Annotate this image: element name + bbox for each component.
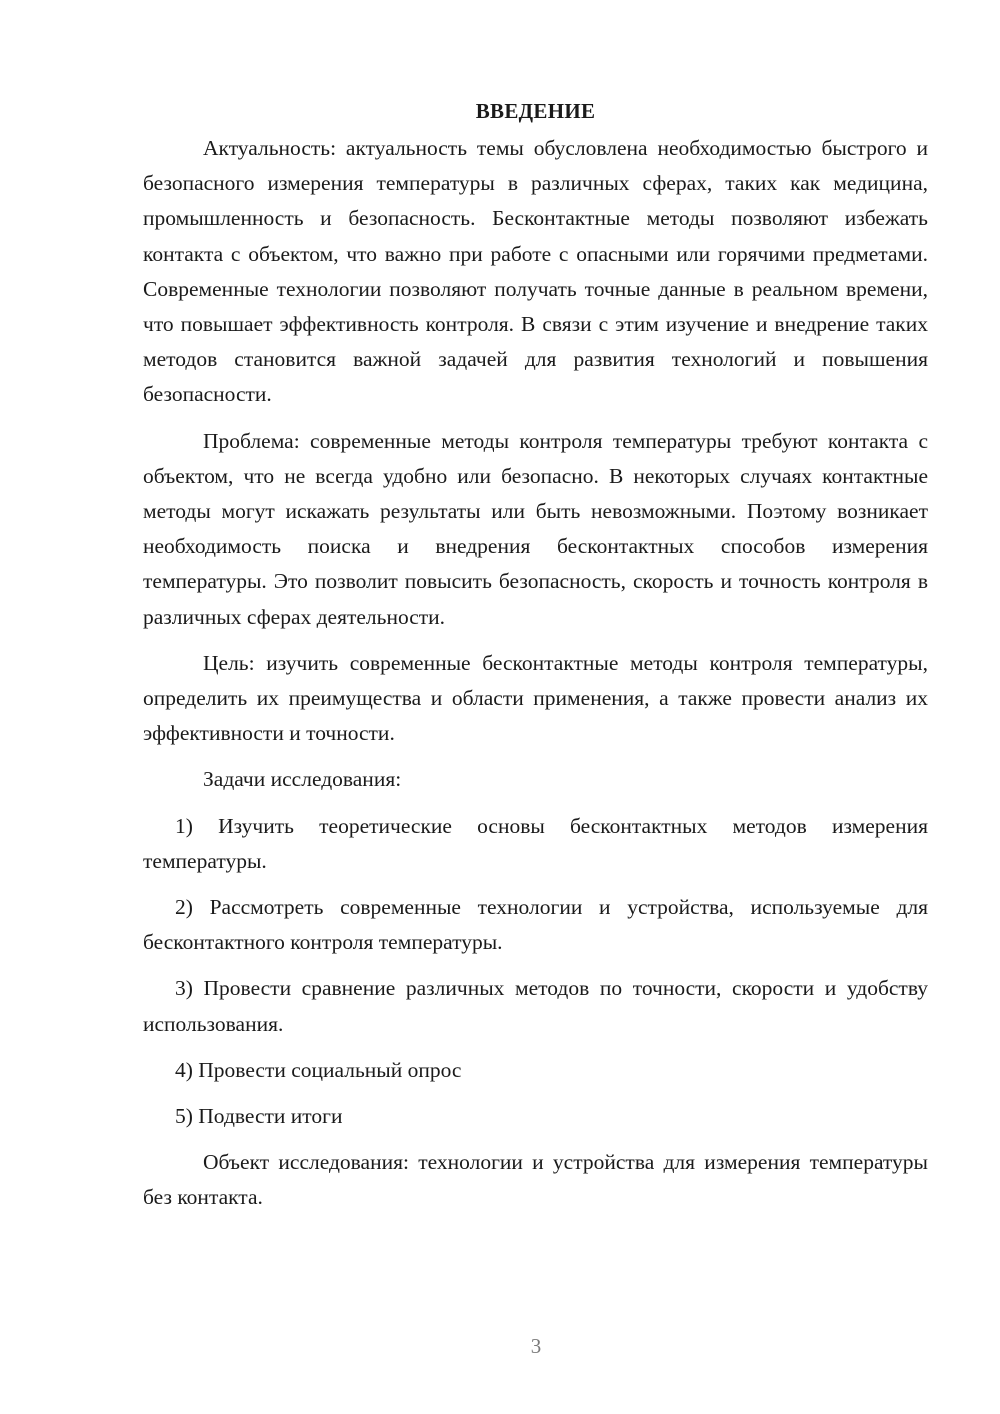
task-item-5: 5) Подвести итоги — [175, 1104, 343, 1129]
paragraph-problem: Проблема: современные методы контроля температуры требуют контакта с объектом, что не всегда удобно или безопасно. В некоторых случаях контактные методы могут искажать результаты или быть невозможными. Поэтому возникает необходимость поиска и внедрения бесконтактных способов измерения температуры. Это позволит повысить безопасность, скорость и точность контроля в различных сферах деятельности. — [143, 428, 928, 629]
paragraph-relevance: Актуальность: актуальность темы обусловлена необходимостью быстрого и безопасного измерения температуры в различных сферах, таких как медицина, промышленность и безопасность. Бесконтактные методы позволяют избежать контакта с объектом, что важно при работе с опасными или горячими предметами. Современные технологии позволяют получать точные данные в реальном времени, что повышает эффективность контроля. В связи с этим изучение и внедрение таких методов становится важной задачей для развития технологий и повышения безопасности. — [143, 136, 928, 407]
page-number: 3 — [530, 1334, 542, 1358]
task-item-1: 1) Изучить теоретические основы бесконтактных методов измерения температуры. — [143, 813, 928, 873]
paragraph-goal: Цель: изучить современные бесконтактные методы контроля температуры, определить их преимущества и области применения, а также провести анализ их эффективности и точности. — [143, 650, 928, 746]
task-item-3: 3) Провести сравнение различных методов по точности, скорости и удобству использования. — [143, 976, 928, 1036]
paragraph-object: Объект исследования: технологии и устройства для измерения температуры без контакта. — [143, 1150, 928, 1210]
task-item-2: 2) Рассмотреть современные технологии и устройства, используемые для бесконтактного контроля температуры. — [143, 895, 928, 955]
section-title: ВВЕДЕНИЕ — [475, 99, 596, 123]
task-item-4: 4) Провести социальный опрос — [175, 1057, 462, 1082]
paragraph-tasks-heading: Задачи исследования: — [203, 767, 402, 792]
page-content — [143, 94, 928, 1216]
